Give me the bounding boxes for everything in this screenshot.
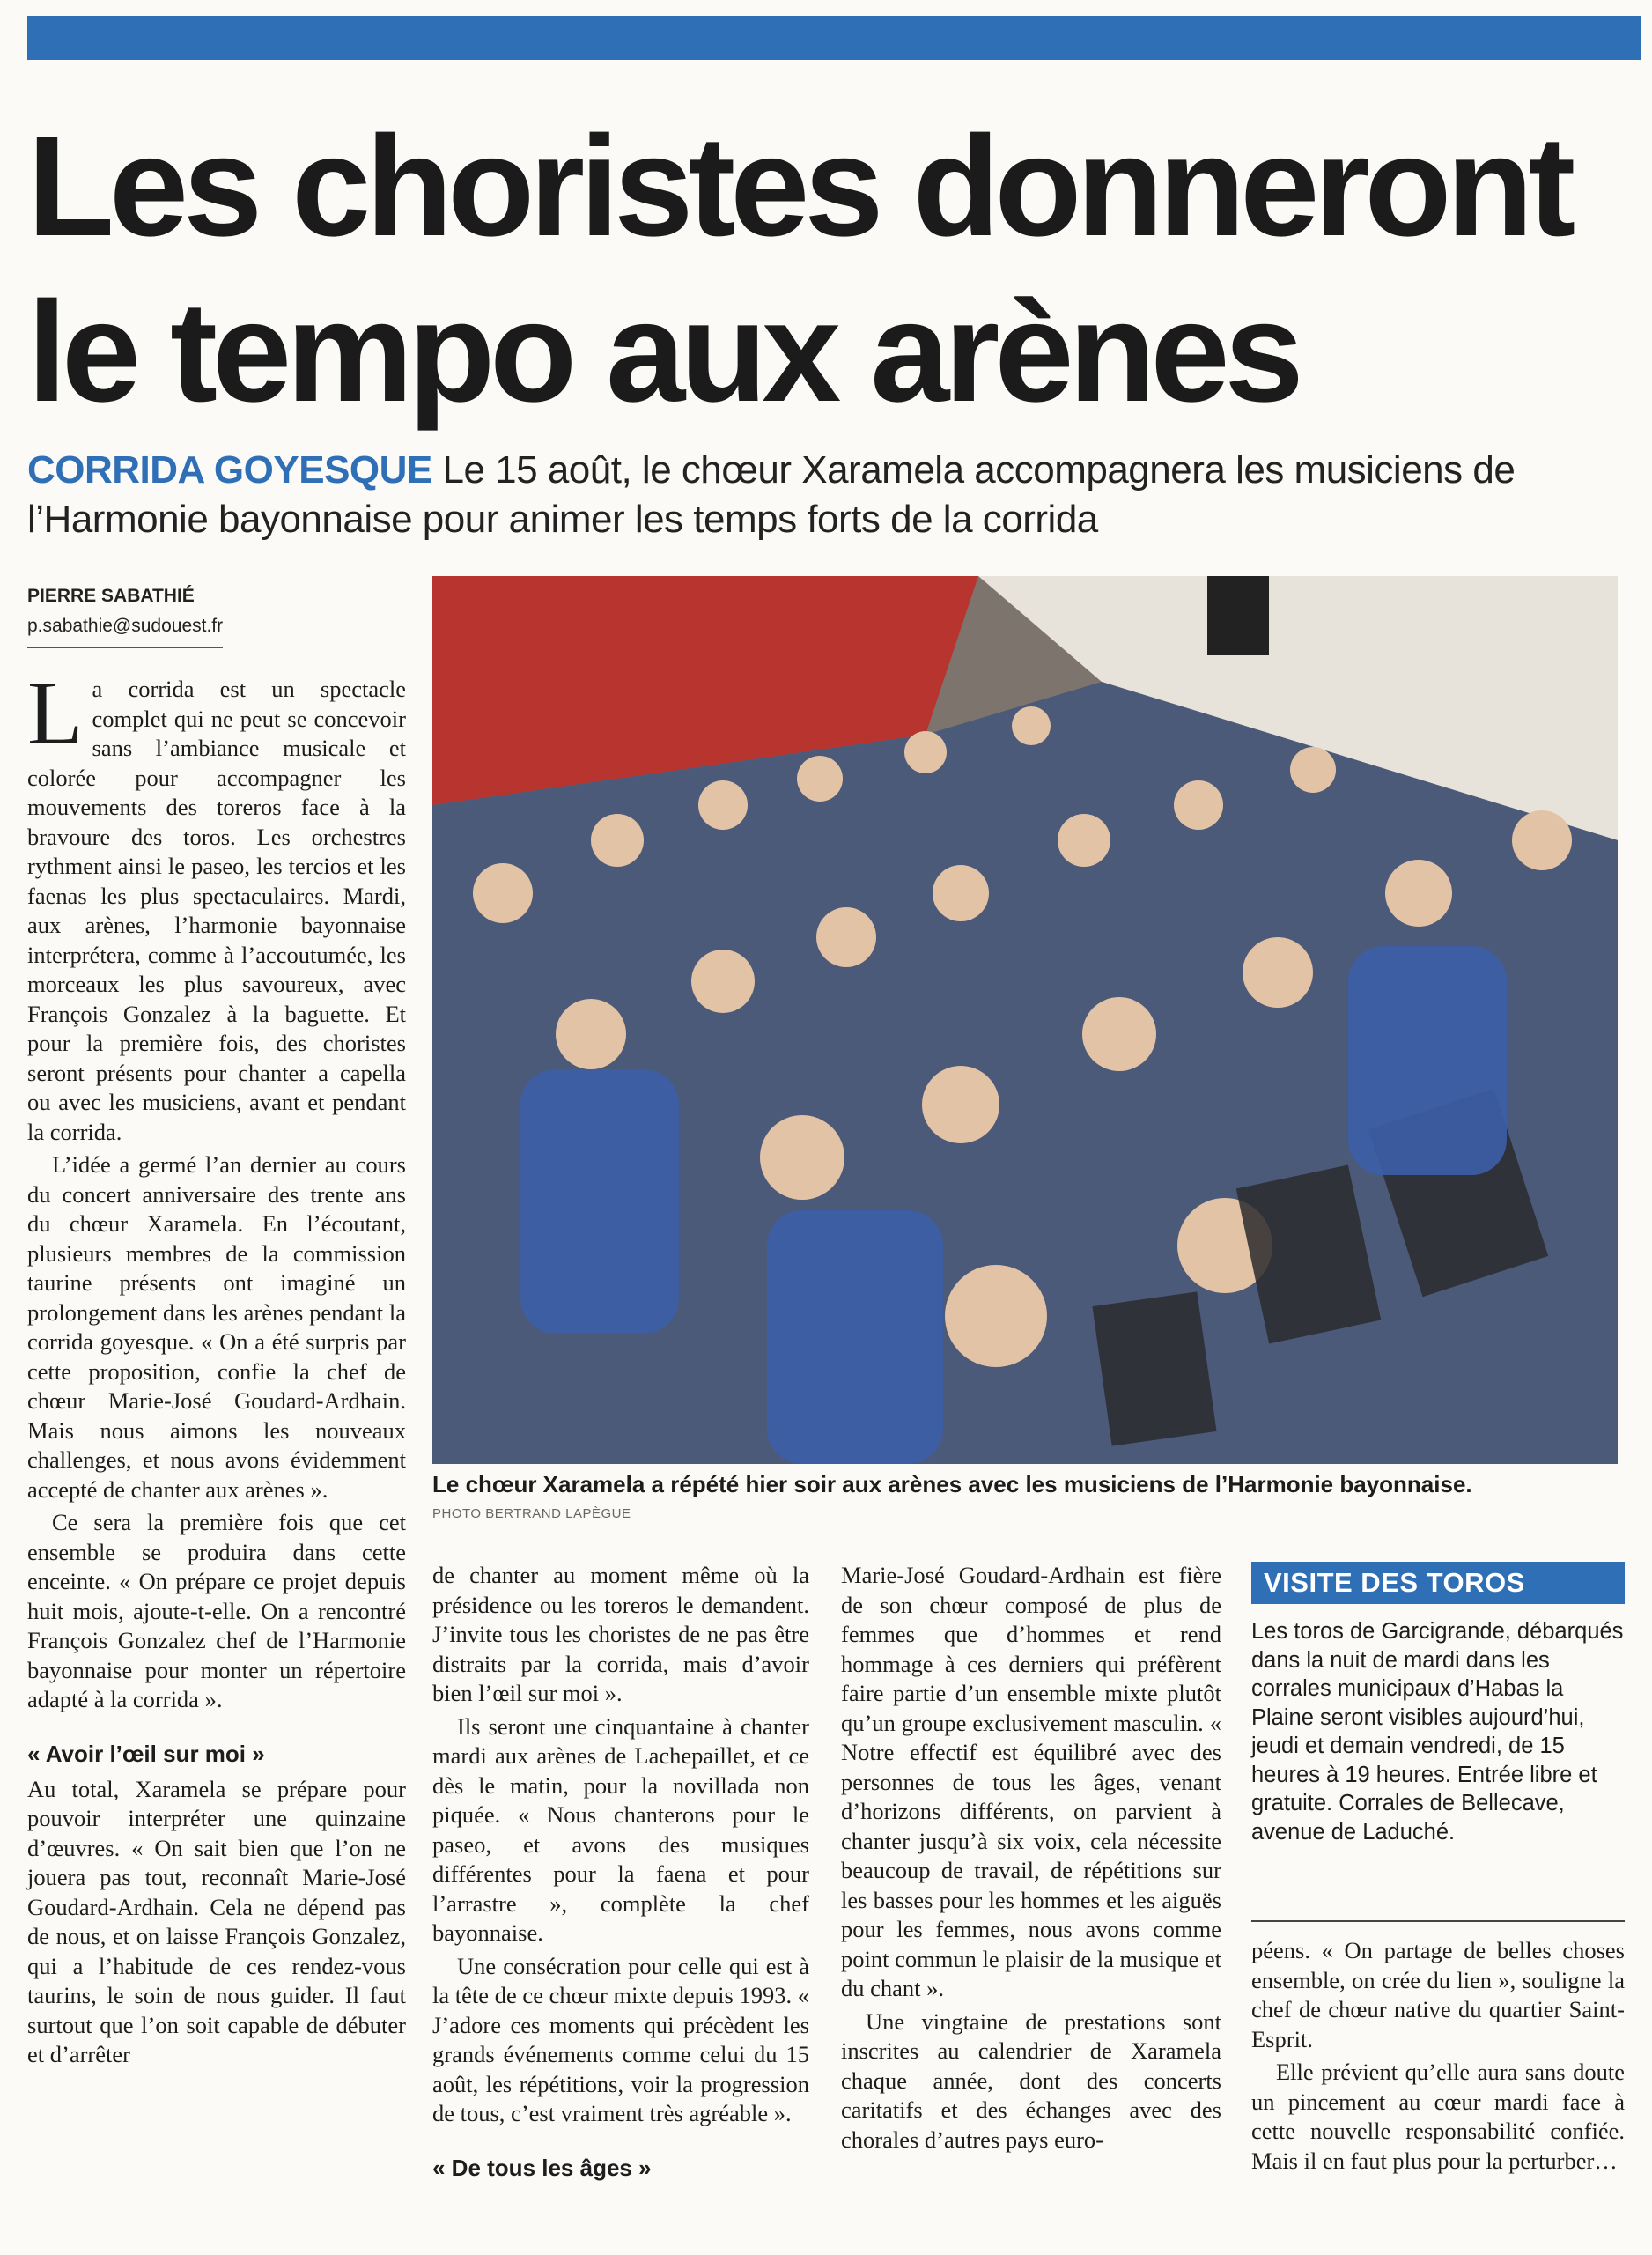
paragraph: Ils seront une cinquantaine à chanter mardi aux arènes de Lachepaillet, et ce dès le matin, pour la novillada non piquée. « Nous chanterons pour le paseo, et avons des musiques différentes pour la faena et pour l’arrastre », complète la chef bayonnaise.	[432, 1712, 809, 1946]
subhead: « De tous les âges »	[432, 2154, 652, 2181]
photo-caption: Le chœur Xaramela a répété hier soir aux arènes avec les musiciens de l’Harmonie bayonnaise.	[432, 1471, 1472, 1497]
drop-cap: L	[27, 662, 84, 764]
choir-photo-illustration	[432, 576, 1618, 1464]
headline-line-1: Les choristes donneront	[27, 107, 1571, 266]
byline	[27, 581, 406, 648]
article-column-2	[432, 1561, 809, 2189]
deck-text: Le 15 août, le chœur Xaramela accompagnera les musiciens de l’Harmonie bayonnaise pour animer les temps forts de la corrida	[27, 448, 1516, 541]
article-column-1	[27, 662, 406, 2070]
paragraph: Une vingtaine de prestations sont inscrites au calendrier de Xaramela chaque année, dont des concerts caritatifs et des échanges avec des chorales d’autres pays euro-	[841, 2007, 1221, 2153]
sidebar-box-text: Les toros de Garcigrande, débarqués dans la nuit de mardi dans les corrales municipaux d’Habas la Plaine seront visibles aujourd’hui, jeudi et demain vendredi, de 15 heures à 19 heures. Entrée libre et gratuite. Corrales de Bellecave, avenue de Laduché.	[1251, 1619, 1624, 1845]
paragraph-text: a corrida est un spectacle complet qui ne peut se concevoir sans l’ambiance musicale et colorée pour accompagner les mouvements des toreros face à la bravoure des toros. Les orchestres rythment ainsi le paseo, les tercios et les faenas les plus spectaculaires. Mardi, aux arènes, l’harmonie bayonnaise interprétera, comme à l’accoutumée, les morceaux les plus savoureux, avec François Gonzalez à la baguette. Et pour la première fois, des choristes seront présents pour chanter a capella ou avec les musiciens, avant et pendant la corrida.	[27, 676, 406, 1145]
sidebar-divider	[1251, 1920, 1625, 1922]
sidebar-box-title: VISITE DES TOROS	[1251, 1562, 1625, 1604]
paragraph: Elle prévient qu’elle aura sans doute un pincement au cœur mardi face à cette nouvelle responsabilité confiée. Mais il en faut plus pour la perturber…	[1251, 2059, 1625, 2174]
paragraph: péens. « On partage de belles choses ensemble, on crée du lien », souligne la chef de chœur native du quartier Saint-Esprit.	[1251, 1937, 1625, 2052]
article-photo	[432, 576, 1618, 1464]
article-column-3	[841, 1561, 1221, 2155]
paragraph: Marie-José Goudard-Ardhain est fière de son chœur composé de plus de femmes que d’hommes et rend hommage à ces derniers qui préfèrent faire partie d’un ensemble mixte plutôt qu’un groupe exclusivement masculin. « Notre effectif est équilibré avec des personnes de tous les âges, venant d’horizons différents, on parvient à chanter jusqu’à six voix, cela nécessite beaucoup de travail, de répétitions sur les basses pour les hommes et les aiguës pour les femmes, nous avons comme point commun le plaisir de la musique et du chant ».	[841, 1562, 1222, 2001]
paragraph: de chanter au moment même où la présidence ou les toreros le demandent. J’invite tous les choristes de ne pas être distraits par la corrida, mais d’avoir bien l’œil sur moi ».	[432, 1562, 809, 1706]
byline-email: p.sabathie@sudouest.fr	[27, 611, 223, 648]
paragraph: Au total, Xaramela se prépare pour pouvoir interpréter une quinzaine d’œuvres. « On sait bien que l’on ne jouera pas tout, reconnaît Marie-José Goudard-Ardhain. Cela ne dépend pas de nous, et on laisse François Gonzalez, qui a l’habitude de ces rendez-vous taurins, le soin de nous guider. Il faut surtout que l’on soit capable de débuter et d’arrêter	[27, 1775, 406, 2067]
paragraph: Une consécration pour celle qui est à la tête de ce chœur mixte depuis 1993. « J’adore ces moments qui précèdent les grands événements comme celui du 15 août, les répétitions, voir la progression de tous, c’est vraiment très agréable ».	[432, 1952, 809, 2126]
deck-kicker: CORRIDA GOYESQUE	[27, 448, 432, 492]
byline-author: PIERRE SABATHIÉ	[27, 586, 195, 606]
paragraph: Ce sera la première fois que cet ensemble se produira dans cette enceinte. « On prépare ce projet depuis huit mois, ajoute-t-elle. On a rencontré François Gonzalez chef de l’Harmonie bayonnaise pour monter un répertoire adapté à la corrida ».	[27, 1509, 406, 1712]
paragraph: L’idée a germé l’an dernier au cours du concert anniversaire des trente ans du chœur Xaramela. En l’écoutant, plusieurs membres de la commission taurine présents ont imaginé un prolongement dans les arènes pendant la corrida goyesque. « On a été surpris par cette proposition, confie la chef de chœur Marie-José Goudard-Ardhain. Mais nous aimons les nouveaux challenges, et nous avons évidemment accepté de chanter aux arènes ».	[27, 1151, 406, 1503]
headline	[27, 104, 1648, 435]
headline-line-2: le tempo aux arènes	[27, 272, 1299, 432]
paragraph	[27, 662, 406, 1147]
article-column-4	[1251, 1936, 1625, 2176]
deck	[27, 446, 1648, 544]
subhead: « Avoir l’œil sur moi »	[27, 1740, 265, 1767]
photo-credit: PHOTO BERTRAND LAPÈGUE	[432, 1506, 631, 1521]
top-color-bar	[27, 16, 1641, 60]
